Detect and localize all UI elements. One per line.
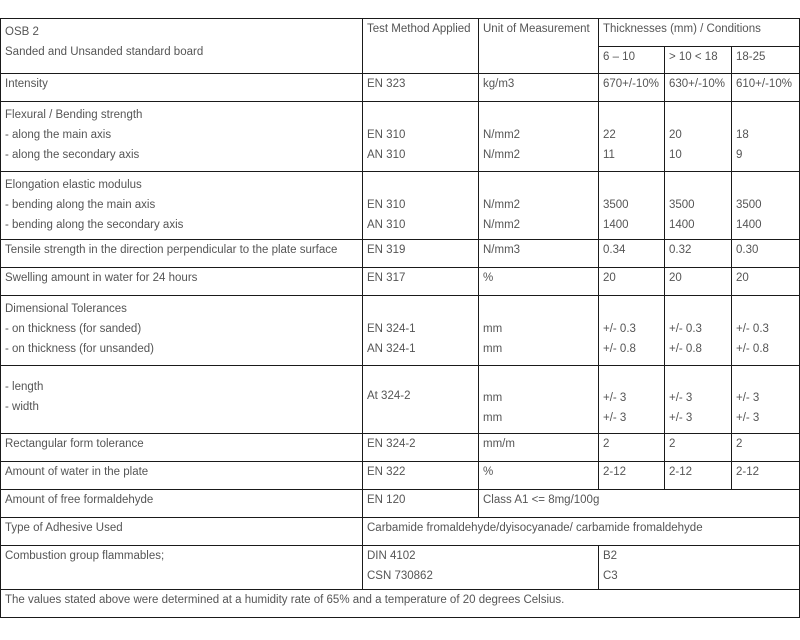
method-cell [363, 366, 479, 434]
value: 18 [736, 129, 749, 141]
value: +/- 0.8 [736, 343, 769, 355]
value: 1400 [603, 219, 629, 231]
value-cell [665, 296, 732, 366]
property-cell [1, 172, 363, 240]
unit-value: mm [483, 323, 503, 335]
thickness-group-header: Thicknesses (mm) / Conditions [599, 19, 800, 47]
unit-value: mm [483, 412, 503, 424]
product-header-cell [1, 19, 363, 74]
property-cell: Amount of free formaldehyde [1, 490, 363, 518]
method-value: DIN 4102 [367, 550, 416, 562]
value-cell: 2 [665, 434, 732, 462]
value: +/- 0.8 [603, 343, 636, 355]
property-cell: Rectangular form tolerance [1, 434, 363, 462]
value: +/- 0.8 [669, 343, 702, 355]
value-cell: 630+/-10% [665, 74, 732, 102]
method-cell: EN 319 [363, 240, 479, 268]
value: +/- 3 [669, 412, 693, 424]
thickness-header-2: > 10 < 18 [665, 47, 732, 74]
property-cell: Swelling amount in water for 24 hours [1, 268, 363, 296]
value-cell: Carbamide fromaldehyde/dyisocyanade/ carbamide fromaldehyde [363, 518, 800, 546]
value: +/- 0.3 [669, 323, 702, 335]
thickness-header-1: 6 – 10 [599, 47, 665, 74]
unit-value: mm [483, 392, 503, 404]
value-cell [599, 102, 665, 172]
method-value: CSN 730862 [367, 570, 433, 582]
value: +/- 3 [603, 392, 627, 404]
value-cell [665, 172, 732, 240]
property-title: Elongation elastic modulus [5, 179, 142, 191]
property-subitem: - bending along the secondary axis [5, 219, 184, 231]
method-cell [363, 546, 599, 590]
method-cell [363, 102, 479, 172]
test-method-header: Test Method Applied [363, 19, 479, 74]
unit-cell [479, 296, 599, 366]
method-cell: EN 322 [363, 462, 479, 490]
table-row [1, 546, 800, 590]
table-row [1, 74, 800, 102]
value-cell [665, 102, 732, 172]
value-cell [599, 546, 800, 590]
unit-value: N/mm2 [483, 149, 521, 161]
value: 9 [736, 149, 743, 161]
property-cell: Amount of water in the plate [1, 462, 363, 490]
unit-cell: % [479, 268, 599, 296]
value: 3500 [603, 199, 629, 211]
unit-value: N/mm2 [483, 219, 521, 231]
property-subitem: - on thickness (for unsanded) [5, 343, 154, 355]
value: 3500 [669, 199, 695, 211]
property-cell [1, 366, 363, 434]
property-subitem: - bending along the main axis [5, 199, 156, 211]
value-cell [732, 172, 800, 240]
value-cell [732, 296, 800, 366]
value-cell: 20 [599, 268, 665, 296]
value-cell: 0.30 [732, 240, 800, 268]
property-subitem: - width [5, 401, 39, 413]
method-value: At 324-2 [367, 390, 411, 402]
value-cell: 2 [599, 434, 665, 462]
unit-header: Unit of Measurement [479, 19, 599, 74]
value-cell: 2-12 [732, 462, 800, 490]
property-cell: Tensile strength in the direction perpendicular to the plate surface [1, 240, 363, 268]
value: 10 [669, 149, 682, 161]
value: 20 [669, 129, 682, 141]
unit-cell [479, 366, 599, 434]
spec-table [0, 18, 800, 618]
value-cell: 20 [732, 268, 800, 296]
value-cell [732, 102, 800, 172]
property-subitem: - length [5, 381, 44, 393]
property-title: Flexural / Bending strength [5, 109, 143, 121]
table-row [1, 296, 800, 366]
value: +/- 3 [669, 392, 693, 404]
table-row [1, 268, 800, 296]
method-cell: EN 120 [363, 490, 479, 518]
value: 1400 [736, 219, 762, 231]
method-value: AN 310 [367, 149, 406, 161]
value: +/- 0.3 [603, 323, 636, 335]
property-subitem: - on thickness (for sanded) [5, 323, 142, 335]
value-cell: 0.32 [665, 240, 732, 268]
property-cell: Type of Adhesive Used [1, 518, 363, 546]
table-row [1, 518, 800, 546]
product-description: Sanded and Unsanded standard board [5, 46, 204, 58]
value: 1400 [669, 219, 695, 231]
table-row [1, 462, 800, 490]
unit-value: N/mm2 [483, 199, 521, 211]
value-cell: 2 [732, 434, 800, 462]
unit-cell: kg/m3 [479, 74, 599, 102]
value-cell: Class A1 <= 8mg/100g [479, 490, 800, 518]
method-value: EN 310 [367, 129, 406, 141]
table-row [1, 490, 800, 518]
value-cell: 2-12 [599, 462, 665, 490]
value: +/- 3 [736, 412, 760, 424]
footnote-row [1, 590, 800, 618]
value: +/- 0.3 [736, 323, 769, 335]
value: 11 [603, 149, 615, 161]
table-row [1, 366, 800, 434]
value-cell [599, 172, 665, 240]
value: B2 [603, 550, 618, 562]
property-cell [1, 296, 363, 366]
unit-cell: % [479, 462, 599, 490]
table-row [1, 172, 800, 240]
unit-value: mm [483, 343, 503, 355]
unit-cell: N/mm3 [479, 240, 599, 268]
property-title: Dimensional Tolerances [5, 303, 127, 315]
product-name: OSB 2 [5, 26, 39, 38]
value-cell [599, 366, 665, 434]
table-row [1, 102, 800, 172]
value-cell [732, 366, 800, 434]
property-cell: Combustion group flammables; [1, 546, 363, 590]
footnote: The values stated above were determined at a humidity rate of 65% and a temperature of 20 degrees Celsius. [1, 590, 800, 618]
method-cell: EN 324-2 [363, 434, 479, 462]
method-value: EN 324-1 [367, 323, 416, 335]
thickness-header-3: 18-25 [732, 47, 800, 74]
value-cell: 670+/-10% [599, 74, 665, 102]
header-row [1, 19, 800, 47]
method-value: EN 310 [367, 199, 406, 211]
table-row [1, 240, 800, 268]
method-cell [363, 296, 479, 366]
method-cell [363, 172, 479, 240]
unit-cell [479, 172, 599, 240]
value-cell: 20 [665, 268, 732, 296]
value-cell: 0.34 [599, 240, 665, 268]
value: +/- 3 [603, 412, 627, 424]
method-cell: EN 323 [363, 74, 479, 102]
value-cell [599, 296, 665, 366]
method-value: AN 310 [367, 219, 406, 231]
method-cell: EN 317 [363, 268, 479, 296]
value: 3500 [736, 199, 762, 211]
value: C3 [603, 570, 618, 582]
property-subitem: - along the main axis [5, 129, 112, 141]
unit-cell [479, 102, 599, 172]
value: +/- 3 [736, 392, 760, 404]
unit-value: N/mm2 [483, 129, 521, 141]
property-subitem: - along the secondary axis [5, 149, 140, 161]
value: 22 [603, 129, 616, 141]
unit-cell: mm/m [479, 434, 599, 462]
table-row [1, 434, 800, 462]
method-value: AN 324-1 [367, 343, 416, 355]
property-cell [1, 102, 363, 172]
value-cell: 2-12 [665, 462, 732, 490]
property-cell: Intensity [1, 74, 363, 102]
value-cell: 610+/-10% [732, 74, 800, 102]
value-cell [665, 366, 732, 434]
